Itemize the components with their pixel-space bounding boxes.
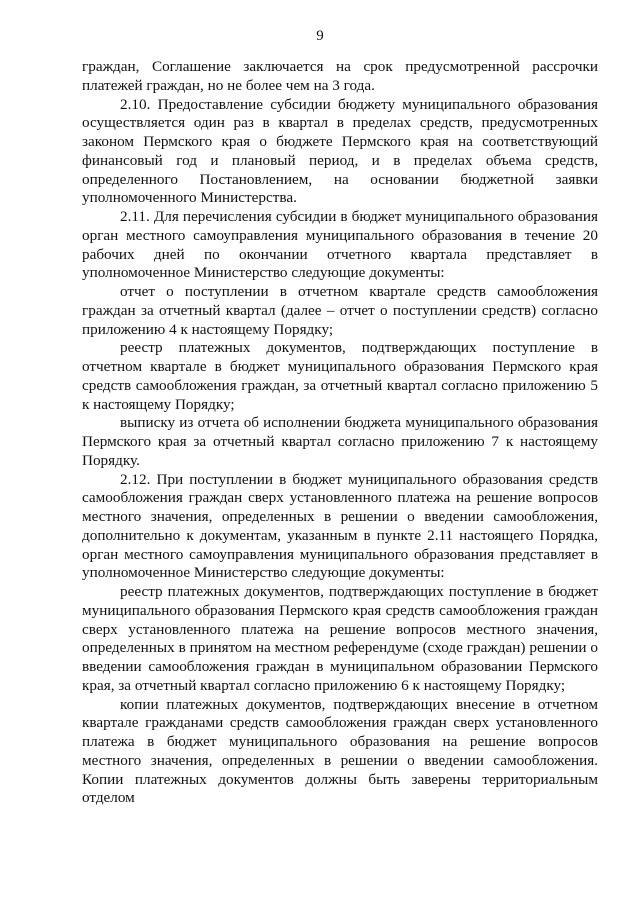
document-body [82, 58, 598, 808]
list-item-payment-copies: копии платежных документов, подтверждающих внесение в отчетном квартале гражданами средств самообложения граждан сверх установленного платежа в бюджет муниципального образования на решение вопросов местного значения, определенных в решении о введении самообложения. Копии платежных документов должны быть заверены территориальным отделом [82, 695, 598, 807]
paragraph-2-11: 2.11. Для перечисления субсидии в бюджет муниципального образования орган местного самоуправления муниципального образования в течение 20 рабочих дней по окончании отчетного квартала представляет в уполномоченное Министерство следующие документы: [82, 208, 598, 282]
paragraph-continuation: граждан, Соглашение заключается на срок предусмотренной рассрочки платежей граждан, но не более чем на 3 года. [82, 58, 598, 94]
list-item-registry-extra: реестр платежных документов, подтверждающих поступление в бюджет муниципального образования Пермского края средств самообложения граждан сверх установленного платежа на решение вопросов местного значения, определенных в принятом на местном референдуме (сходе граждан) решении о введении самообложения граждан в муниципальном образовании Пермского края, за отчетный квартал согласно приложению 6 к настоящему Порядку; [82, 583, 598, 694]
list-item-report: отчет о поступлении в отчетном квартале средств самообложения граждан за отчетный квартал (далее – отчет о поступлении средств) согласно приложению 4 к настоящему Порядку; [82, 283, 598, 338]
paragraph-2-12: 2.12. При поступлении в бюджет муниципального образования средств самообложения граждан сверх установленного платежа на решение вопросов местного значения, определенных в решении о введении самообложения, дополнительно к документам, указанным в пункте 2.11 настоящего Порядка, орган местного самоуправления муниципального образования представляет в уполномоченное Министерство следующие документы: [82, 470, 598, 582]
list-item-extract: выписку из отчета об исполнении бюджета муниципального образования Пермского края за отчетный квартал согласно приложению 7 к настоящему Порядку. [82, 414, 598, 469]
list-item-registry: реестр платежных документов, подтверждающих поступление в отчетном квартале в бюджет муниципального образования Пермского края средств самообложения граждан, за отчетный квартал согласно приложению 5 к настоящему Порядку; [82, 339, 598, 413]
page-number: 9 [316, 28, 324, 44]
paragraph-2-10: 2.10. Предоставление субсидии бюджету муниципального образования осуществляется один раз в квартал в пределах средств, предусмотренных законом Пермского края о бюджете Пермского края на соответствующий финансовый год и плановый период, и в пределах объема средств, определенного Постановлением, на основании бюджетной заявки уполномоченного Министерства. [82, 95, 598, 207]
